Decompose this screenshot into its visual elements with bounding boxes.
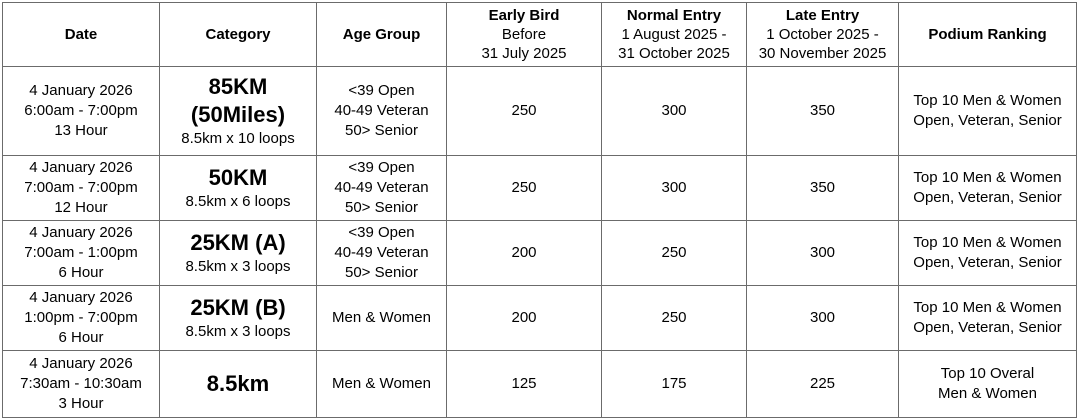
race-time: 7:00am - 1:00pm xyxy=(24,244,138,261)
late-entry-price: 300 xyxy=(747,286,899,351)
age-group-veteran: 40-49 Veteran xyxy=(334,179,429,196)
late-entry-price: 350 xyxy=(747,67,899,156)
early-bird-price: 200 xyxy=(447,221,602,286)
podium-cell xyxy=(899,67,1077,156)
category-cell xyxy=(160,351,317,418)
age-group-open: <39 Open xyxy=(348,82,415,99)
late-entry-price: 300 xyxy=(747,221,899,286)
race-date: 4 January 2026 xyxy=(29,82,133,99)
date-cell xyxy=(3,221,160,286)
early-bird-price: 200 xyxy=(447,286,602,351)
header-late-entry-title: Late Entry xyxy=(785,7,860,24)
category-cell xyxy=(160,286,317,351)
race-duration: 3 Hour xyxy=(58,395,104,412)
category-distance: 8.5km xyxy=(206,371,270,396)
age-group-open: <39 Open xyxy=(348,224,415,241)
podium-line2: Men & Women xyxy=(938,385,1037,402)
age-group-cell xyxy=(317,351,447,418)
podium-cell xyxy=(899,351,1077,418)
podium-line1: Top 10 Men & Women xyxy=(913,234,1062,251)
podium-line1: Top 10 Men & Women xyxy=(913,299,1062,316)
category-distance-miles: (50Miles) xyxy=(190,102,286,127)
race-duration: 6 Hour xyxy=(58,264,104,281)
race-time: 1:00pm - 7:00pm xyxy=(24,309,138,326)
age-group-open: <39 Open xyxy=(348,159,415,176)
podium-line2: Open, Veteran, Senior xyxy=(913,189,1062,206)
podium-cell xyxy=(899,286,1077,351)
header-late-entry xyxy=(747,3,899,67)
age-group-senior: 50> Senior xyxy=(345,264,418,281)
category-distance: 50KM xyxy=(208,165,268,190)
header-early-bird-line1: Before xyxy=(501,26,547,43)
header-age-group: Age Group xyxy=(317,3,447,67)
table-row xyxy=(3,221,1077,286)
category-loops: 8.5km x 3 loops xyxy=(185,258,291,275)
age-group-men-women: Men & Women xyxy=(332,375,431,392)
age-group-cell xyxy=(317,67,447,156)
header-normal-entry-line2: 31 October 2025 xyxy=(618,45,730,62)
category-cell xyxy=(160,221,317,286)
table-row xyxy=(3,351,1077,418)
age-group-cell xyxy=(317,221,447,286)
table-header-row xyxy=(3,3,1077,67)
category-loops: 8.5km x 10 loops xyxy=(181,130,295,147)
age-group-veteran: 40-49 Veteran xyxy=(334,102,429,119)
date-cell xyxy=(3,351,160,418)
category-cell xyxy=(160,156,317,221)
category-distance: 85KM xyxy=(208,74,268,99)
podium-cell xyxy=(899,156,1077,221)
header-early-bird-title: Early Bird xyxy=(488,7,560,24)
header-late-entry-line2: 30 November 2025 xyxy=(758,45,887,62)
race-duration: 6 Hour xyxy=(58,329,104,346)
age-group-cell xyxy=(317,286,447,351)
header-podium-ranking: Podium Ranking xyxy=(899,3,1077,67)
early-bird-price: 250 xyxy=(447,156,602,221)
header-early-bird xyxy=(447,3,602,67)
header-category: Category xyxy=(160,3,317,67)
date-cell xyxy=(3,286,160,351)
date-cell xyxy=(3,156,160,221)
race-time: 7:00am - 7:00pm xyxy=(24,179,138,196)
age-group-cell xyxy=(317,156,447,221)
header-date: Date xyxy=(3,3,160,67)
table-row xyxy=(3,67,1077,156)
header-normal-entry-line1: 1 August 2025 - xyxy=(621,26,727,43)
race-date: 4 January 2026 xyxy=(29,224,133,241)
age-group-veteran: 40-49 Veteran xyxy=(334,244,429,261)
category-distance: 25KM (A) xyxy=(190,230,286,255)
category-loops: 8.5km x 3 loops xyxy=(185,323,291,340)
early-bird-price: 250 xyxy=(447,67,602,156)
normal-entry-price: 250 xyxy=(602,286,747,351)
age-group-men-women: Men & Women xyxy=(332,309,431,326)
podium-line2: Open, Veteran, Senior xyxy=(913,112,1062,129)
race-date: 4 January 2026 xyxy=(29,355,133,372)
date-cell xyxy=(3,67,160,156)
race-duration: 13 Hour xyxy=(54,122,108,139)
race-date: 4 January 2026 xyxy=(29,289,133,306)
podium-line1: Top 10 Men & Women xyxy=(913,92,1062,109)
header-normal-entry-title: Normal Entry xyxy=(626,7,722,24)
race-date: 4 January 2026 xyxy=(29,159,133,176)
category-cell xyxy=(160,67,317,156)
late-entry-price: 350 xyxy=(747,156,899,221)
race-duration: 12 Hour xyxy=(54,199,108,216)
normal-entry-price: 300 xyxy=(602,67,747,156)
late-entry-price: 225 xyxy=(747,351,899,418)
normal-entry-price: 300 xyxy=(602,156,747,221)
header-normal-entry xyxy=(602,3,747,67)
normal-entry-price: 175 xyxy=(602,351,747,418)
podium-line1: Top 10 Men & Women xyxy=(913,169,1062,186)
age-group-senior: 50> Senior xyxy=(345,122,418,139)
header-late-entry-line1: 1 October 2025 - xyxy=(766,26,879,43)
table-row xyxy=(3,156,1077,221)
normal-entry-price: 250 xyxy=(602,221,747,286)
category-distance: 25KM (B) xyxy=(190,295,286,320)
podium-cell xyxy=(899,221,1077,286)
header-early-bird-line2: 31 July 2025 xyxy=(481,45,567,62)
early-bird-price: 125 xyxy=(447,351,602,418)
race-time: 6:00am - 7:00pm xyxy=(24,102,138,119)
podium-line1: Top 10 Overal xyxy=(940,365,1035,382)
category-loops: 8.5km x 6 loops xyxy=(185,193,291,210)
age-group-senior: 50> Senior xyxy=(345,199,418,216)
podium-line2: Open, Veteran, Senior xyxy=(913,254,1062,271)
table-row xyxy=(3,286,1077,351)
race-time: 7:30am - 10:30am xyxy=(20,375,142,392)
race-categories-table xyxy=(2,2,1077,418)
podium-line2: Open, Veteran, Senior xyxy=(913,319,1062,336)
